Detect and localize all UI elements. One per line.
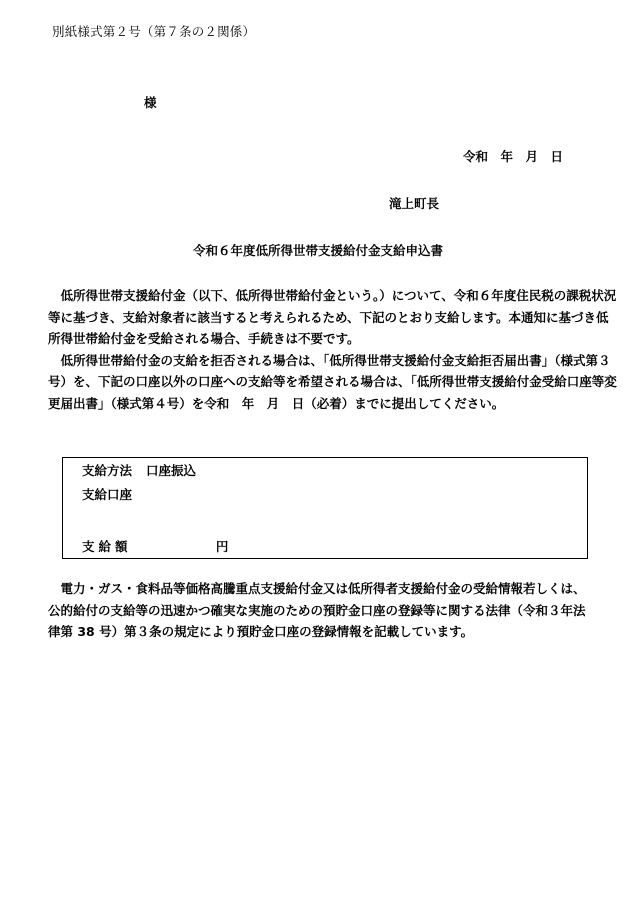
payment-amount-unit: 円 [215, 539, 229, 554]
body-line: 号）を、下記の口座以外の口座への支給等を希望される場合は、「低所得世帯支援給付金受給口座等変 [48, 374, 617, 389]
body-line: 更届出書」（様式第４号）を令和 年 月 日（必着）までに提出してください。 [48, 395, 505, 411]
registration-note [48, 578, 588, 643]
body-line: 所得世帯給付金を受給される場合、手続きは不要です。 [48, 331, 360, 346]
body-line: 低所得世帯支援給付金（以下、低所得世帯給付金という。）について、令和６年度住民税の課税状況 [48, 288, 617, 303]
payment-method-value: 口座振込 [146, 463, 197, 478]
note-line: 律第 38 号）第３条の規定により預貯金口座の登録情報を記載しています。 [48, 624, 474, 639]
issue-date: 令和 年 月 日 [463, 149, 564, 164]
payment-account-label: 支給口座 [82, 487, 133, 502]
payment-method-label: 支給方法 [82, 463, 133, 478]
payment-account-row [82, 485, 132, 503]
payment-amount-label: 支給額 [82, 539, 132, 554]
payment-method-row [82, 461, 196, 479]
note-line: 公的給付の支給等の迅速かつ確実な実施のための預貯金口座の登録等に関する法律（令和３年法 [48, 602, 586, 618]
body-line: 等に基づき、支給対象者に該当すると考えられるため、下記のとおり支給します。本通知に基づき低 [48, 309, 609, 325]
form-number-label: 別紙様式第２号（第７条の２関係） [52, 24, 256, 39]
payment-details-box [62, 457, 588, 559]
document-title: 令和６年度低所得世帯支援給付金支給申込書 [193, 243, 444, 258]
issuer-name: 滝上町長 [389, 196, 440, 211]
note-line: 電力・ガス・食料品等価格高騰重点支援給付金又は低所得者支援給付金の受給情報若しくは、 [48, 581, 586, 596]
body-line: 低所得世帯給付金の支給を拒否される場合は、「低所得世帯支援給付金支給拒否届出書」（様式第３ [48, 352, 611, 368]
addressee-honorific: 様 [144, 95, 157, 110]
body-paragraphs [48, 285, 617, 414]
payment-amount-row [82, 537, 228, 555]
